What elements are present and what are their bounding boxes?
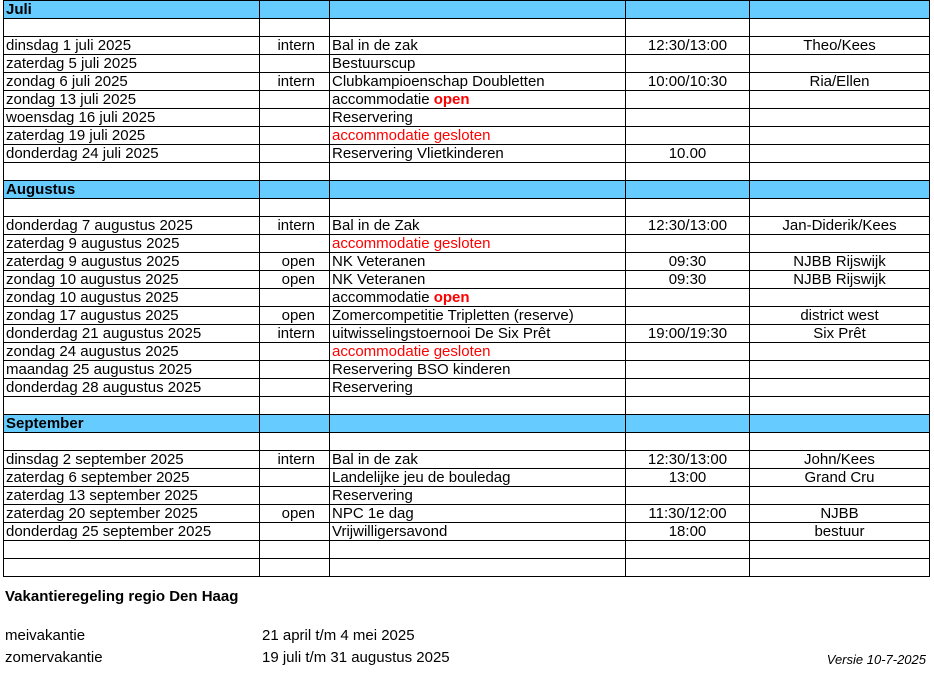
event-cell (330, 379, 626, 397)
empty-cell (750, 199, 930, 217)
scope-cell (260, 289, 330, 307)
header-cell (750, 1, 930, 19)
time-cell: 12:30/13:00 (626, 37, 750, 55)
scope-cell (260, 127, 330, 145)
scope-cell (260, 361, 330, 379)
spacer-row (4, 433, 930, 451)
responsible-cell (750, 163, 930, 181)
scope-cell: intern (260, 217, 330, 235)
event-text: NK Veteranen (332, 270, 426, 288)
table-row (4, 379, 930, 397)
scope-cell: open (260, 505, 330, 523)
date-cell: zondag 10 augustus 2025 (4, 289, 260, 307)
header-cell (750, 181, 930, 199)
responsible-cell (750, 343, 930, 361)
schedule-body (4, 1, 930, 577)
time-cell (626, 379, 750, 397)
schedule-table (3, 0, 930, 577)
header-cell (330, 181, 626, 199)
event-cell (330, 127, 626, 145)
responsible-cell (750, 127, 930, 145)
event-text: Reservering Vlietkinderen (332, 144, 504, 162)
event-cell (330, 451, 626, 469)
responsible-cell (750, 397, 930, 415)
date-cell: maandag 25 augustus 2025 (4, 361, 260, 379)
event-cell (330, 73, 626, 91)
table-row (4, 289, 930, 307)
time-cell (626, 343, 750, 361)
table-row (4, 271, 930, 289)
date-cell: donderdag 7 augustus 2025 (4, 217, 260, 235)
event-cell (330, 487, 626, 505)
scope-cell (260, 163, 330, 181)
table-row (4, 37, 930, 55)
time-cell (626, 361, 750, 379)
vacation-title: Vakantieregeling regio Den Haag (5, 588, 239, 605)
date-cell: woensdag 16 juli 2025 (4, 109, 260, 127)
date-cell: donderdag 28 augustus 2025 (4, 379, 260, 397)
vacation-name: zomervakantie (5, 649, 103, 666)
date-cell (4, 541, 260, 559)
table-row (4, 559, 930, 577)
date-cell: donderdag 21 augustus 2025 (4, 325, 260, 343)
event-cell (330, 217, 626, 235)
scope-cell (260, 469, 330, 487)
time-cell (626, 289, 750, 307)
empty-cell (260, 433, 330, 451)
event-cell (330, 163, 626, 181)
version-label: Versie 10-7-2025 (826, 652, 926, 667)
event-cell (330, 559, 626, 577)
responsible-cell: NJBB (750, 505, 930, 523)
table-row (4, 541, 930, 559)
vacation-period: 21 april t/m 4 mei 2025 (262, 627, 415, 644)
responsible-cell: Ria/Ellen (750, 73, 930, 91)
event-text: Reservering (332, 108, 413, 126)
event-text: Bal in de zak (332, 36, 418, 54)
responsible-cell (750, 145, 930, 163)
header-cell (330, 1, 626, 19)
vacation-row (5, 625, 905, 647)
time-cell: 13:00 (626, 469, 750, 487)
responsible-cell: NJBB Rijswijk (750, 253, 930, 271)
event-text: Bestuurscup (332, 54, 416, 72)
date-cell: zaterdag 19 juli 2025 (4, 127, 260, 145)
date-cell (4, 397, 260, 415)
event-text: Bal in de zak (332, 450, 418, 468)
empty-cell (330, 199, 626, 217)
table-row (4, 127, 930, 145)
responsible-cell (750, 289, 930, 307)
time-cell: 09:30 (626, 271, 750, 289)
responsible-cell: district west (750, 307, 930, 325)
responsible-cell (750, 541, 930, 559)
event-cell (330, 253, 626, 271)
scope-cell (260, 559, 330, 577)
header-cell (626, 181, 750, 199)
date-cell (4, 559, 260, 577)
time-cell (626, 127, 750, 145)
time-cell (626, 91, 750, 109)
table-row (4, 523, 930, 541)
event-cell (330, 271, 626, 289)
header-cell (626, 1, 750, 19)
empty-cell (626, 199, 750, 217)
scope-cell: open (260, 271, 330, 289)
event-cell (330, 307, 626, 325)
event-cell (330, 469, 626, 487)
empty-cell (750, 433, 930, 451)
time-cell: 10:00/10:30 (626, 73, 750, 91)
date-cell: zaterdag 20 september 2025 (4, 505, 260, 523)
empty-cell (750, 19, 930, 37)
event-cell (330, 37, 626, 55)
event-cell (330, 91, 626, 109)
date-cell: zaterdag 13 september 2025 (4, 487, 260, 505)
table-row (4, 91, 930, 109)
scope-cell (260, 541, 330, 559)
table-row (4, 109, 930, 127)
time-cell: 12:30/13:00 (626, 451, 750, 469)
responsible-cell: Six Prêt (750, 325, 930, 343)
scope-cell: intern (260, 73, 330, 91)
event-text: Zomercompetitie Tripletten (reserve) (332, 306, 574, 324)
date-cell: dinsdag 1 juli 2025 (4, 37, 260, 55)
time-cell: 11:30/12:00 (626, 505, 750, 523)
event-text: NPC 1e dag (332, 504, 414, 522)
vacation-name: meivakantie (5, 627, 86, 644)
responsible-cell: Theo/Kees (750, 37, 930, 55)
responsible-cell (750, 487, 930, 505)
time-cell (626, 559, 750, 577)
scope-cell (260, 343, 330, 361)
time-cell (626, 55, 750, 73)
event-text: Vrijwilligersavond (332, 522, 448, 540)
date-cell: zondag 10 augustus 2025 (4, 271, 260, 289)
date-cell: zondag 13 juli 2025 (4, 91, 260, 109)
date-cell: donderdag 25 september 2025 (4, 523, 260, 541)
vacation-period: 19 juli t/m 31 augustus 2025 (262, 649, 450, 666)
event-cell (330, 55, 626, 73)
time-cell (626, 397, 750, 415)
responsible-cell: NJBB Rijswijk (750, 271, 930, 289)
event-text: Landelijke jeu de bouledag (332, 468, 511, 486)
table-row (4, 469, 930, 487)
month-header-row (4, 1, 930, 19)
date-cell (4, 163, 260, 181)
time-cell: 09:30 (626, 253, 750, 271)
event-cell (330, 523, 626, 541)
date-cell: zaterdag 9 augustus 2025 (4, 235, 260, 253)
event-text: Clubkampioenschap Doubletten (332, 72, 545, 90)
time-cell (626, 235, 750, 253)
empty-cell (626, 433, 750, 451)
empty-cell (626, 19, 750, 37)
header-cell (626, 415, 750, 433)
table-row (4, 397, 930, 415)
event-text: Reservering (332, 486, 413, 504)
month-name: Juli (4, 1, 260, 19)
time-cell (626, 109, 750, 127)
table-row (4, 487, 930, 505)
table-row (4, 451, 930, 469)
spacer-row (4, 19, 930, 37)
table-row (4, 163, 930, 181)
date-cell: zaterdag 9 augustus 2025 (4, 253, 260, 271)
scope-cell: intern (260, 325, 330, 343)
date-cell: zondag 17 augustus 2025 (4, 307, 260, 325)
scope-cell: open (260, 307, 330, 325)
responsible-cell (750, 235, 930, 253)
table-row (4, 505, 930, 523)
empty-cell (4, 433, 260, 451)
scope-cell (260, 523, 330, 541)
month-header-row (4, 181, 930, 199)
time-cell: 18:00 (626, 523, 750, 541)
event-cell (330, 235, 626, 253)
month-name: Augustus (4, 181, 260, 199)
responsible-cell (750, 361, 930, 379)
responsible-cell: bestuur (750, 523, 930, 541)
event-cell (330, 343, 626, 361)
event-cell (330, 541, 626, 559)
month-name: September (4, 415, 260, 433)
empty-cell (4, 19, 260, 37)
time-cell: 10.00 (626, 145, 750, 163)
date-cell: dinsdag 2 september 2025 (4, 451, 260, 469)
time-cell (626, 541, 750, 559)
scope-cell (260, 55, 330, 73)
table-row (4, 307, 930, 325)
responsible-cell: Grand Cru (750, 469, 930, 487)
event-text: Reservering (332, 378, 413, 396)
empty-cell (330, 433, 626, 451)
table-row (4, 217, 930, 235)
event-cell (330, 289, 626, 307)
scope-cell: open (260, 253, 330, 271)
table-row (4, 361, 930, 379)
event-text: accommodatie gesloten (332, 126, 491, 144)
event-cell (330, 505, 626, 523)
event-highlight: open (433, 288, 470, 306)
table-row (4, 55, 930, 73)
event-cell (330, 397, 626, 415)
time-cell (626, 487, 750, 505)
responsible-cell (750, 559, 930, 577)
month-header-row (4, 415, 930, 433)
table-row (4, 343, 930, 361)
scope-cell (260, 109, 330, 127)
empty-cell (260, 199, 330, 217)
scope-cell (260, 397, 330, 415)
responsible-cell (750, 55, 930, 73)
event-text: uitwisselingstoernooi De Six Prêt (332, 324, 551, 342)
event-cell (330, 145, 626, 163)
event-cell (330, 325, 626, 343)
table-row (4, 73, 930, 91)
time-cell (626, 307, 750, 325)
date-cell: zaterdag 6 september 2025 (4, 469, 260, 487)
event-text: accommodatie gesloten (332, 234, 491, 252)
time-cell: 19:00/19:30 (626, 325, 750, 343)
empty-cell (330, 19, 626, 37)
event-text: accommodatie (332, 288, 434, 306)
vacation-row (5, 647, 905, 669)
event-text: accommodatie gesloten (332, 342, 491, 360)
date-cell: zondag 24 augustus 2025 (4, 343, 260, 361)
event-text: NK Veteranen (332, 252, 426, 270)
responsible-cell: John/Kees (750, 451, 930, 469)
header-cell (750, 415, 930, 433)
scope-cell (260, 487, 330, 505)
responsible-cell (750, 91, 930, 109)
responsible-cell: Jan-Diderik/Kees (750, 217, 930, 235)
time-cell: 12:30/13:00 (626, 217, 750, 235)
spacer-row (4, 199, 930, 217)
responsible-cell (750, 379, 930, 397)
empty-cell (4, 199, 260, 217)
event-text: Bal in de Zak (332, 216, 420, 234)
responsible-cell (750, 109, 930, 127)
scope-cell (260, 235, 330, 253)
event-highlight: open (433, 90, 470, 108)
header-cell (330, 415, 626, 433)
scope-cell: intern (260, 37, 330, 55)
date-cell: zondag 6 juli 2025 (4, 73, 260, 91)
event-text: Reservering BSO kinderen (332, 360, 511, 378)
empty-cell (260, 19, 330, 37)
event-cell (330, 109, 626, 127)
date-cell: zaterdag 5 juli 2025 (4, 55, 260, 73)
event-text: accommodatie (332, 90, 434, 108)
header-cell (260, 181, 330, 199)
table-row (4, 253, 930, 271)
header-cell (260, 1, 330, 19)
scope-cell (260, 379, 330, 397)
header-cell (260, 415, 330, 433)
table-row (4, 325, 930, 343)
event-cell (330, 361, 626, 379)
date-cell: donderdag 24 juli 2025 (4, 145, 260, 163)
scope-cell (260, 145, 330, 163)
scope-cell: intern (260, 451, 330, 469)
time-cell (626, 163, 750, 181)
vacation-section (5, 588, 905, 669)
scope-cell (260, 91, 330, 109)
table-row (4, 145, 930, 163)
table-row (4, 235, 930, 253)
